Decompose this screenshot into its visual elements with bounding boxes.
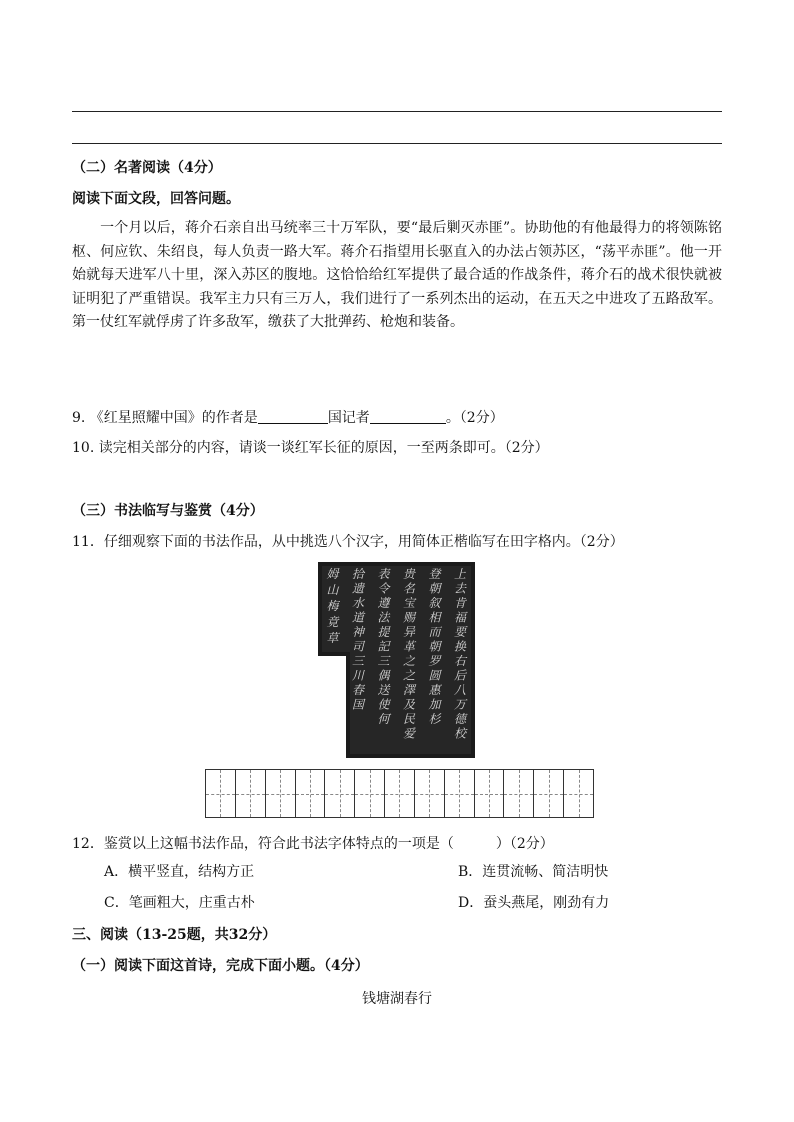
option-d[interactable]: D．蚕头燕尾，刚劲有力: [458, 895, 610, 911]
calligraphy-glyph: 竟: [326, 615, 339, 629]
tianzige-cell[interactable]: [266, 770, 296, 817]
calligraphy-glyph: 名: [402, 581, 416, 596]
calligraphy-glyph: 使: [377, 697, 390, 712]
calligraphy-glyph: 令: [377, 581, 390, 596]
calligraphy-glyph: 法: [377, 610, 390, 625]
calligraphy-image: [318, 562, 475, 758]
section-subheading-poem: （一）阅读下面这首诗，完成下面小题。（4分）: [72, 958, 369, 974]
calligraphy-glyph: 福: [453, 610, 467, 625]
calligraphy-glyph: 后: [453, 668, 467, 683]
tianzige-cell[interactable]: [534, 770, 564, 817]
answer-line-1: [72, 111, 722, 112]
calligraphy-glyph: 罗: [428, 654, 441, 668]
calligraphy-glyph: 之: [402, 668, 416, 683]
tianzige-cell[interactable]: [445, 770, 475, 817]
tianzige-cell[interactable]: [385, 770, 415, 817]
question-11: 11．仔细观察下面的书法作品，从中挑选八个汉字，用简体正楷临写在田字格内。（2分）: [72, 534, 624, 550]
tianzige-cell[interactable]: [564, 770, 594, 817]
calligraphy-glyph: 革: [402, 639, 416, 654]
answer-blank-author[interactable]: [258, 408, 328, 424]
calligraphy-glyph: 万: [453, 697, 467, 712]
option-b[interactable]: B．连贯流畅、简洁明快: [458, 864, 609, 880]
calligraphy-glyph: 换: [453, 639, 467, 654]
tianzige-cell[interactable]: [206, 770, 236, 817]
calligraphy-glyph: 德: [453, 712, 467, 726]
calligraphy-glyph: 肯: [453, 596, 467, 610]
calligraphy-glyph: 上: [453, 567, 467, 581]
calligraphy-glyph: 赐: [402, 610, 416, 625]
calligraphy-glyph: 春: [351, 683, 365, 697]
calligraphy-glyph: 去: [453, 581, 467, 596]
poem-title: 钱塘湖春行: [362, 991, 432, 1007]
option-a[interactable]: A．横平竖直，结构方正: [104, 864, 255, 880]
calligraphy-glyph: 記: [377, 639, 390, 654]
calligraphy-glyph: 司: [351, 639, 365, 654]
calligraphy-glyph: 朝: [428, 639, 441, 654]
calligraphy-glyph: 圆: [428, 668, 441, 683]
answer-line-2: [72, 143, 722, 144]
calligraphy-glyph: 梅: [326, 599, 339, 613]
reading-instruction: 阅读下面文段，回答问题。: [72, 191, 240, 207]
tianzige-cell[interactable]: [355, 770, 385, 817]
tianzige-cell[interactable]: [325, 770, 355, 817]
calligraphy-glyph: 叙: [428, 596, 441, 610]
calligraphy-glyph: 及: [402, 697, 416, 712]
calligraphy-glyph: 登: [428, 567, 441, 581]
calligraphy-glyph: 右: [453, 654, 467, 668]
calligraphy-glyph: 偶: [377, 668, 390, 683]
calligraphy-glyph: 三: [351, 654, 365, 668]
calligraphy-glyph: 道: [351, 610, 365, 625]
calligraphy-glyph: 国: [351, 697, 365, 712]
passage-text: 一个月以后，蒋介石亲自出马统率三十万军队，要“最后剿灭赤匪”。协助他的有他最得力的将领陈铭枢、何应钦、朱绍良，每人负责一路大军。蒋介石指望用长驱直入的办法占领苏区，“荡平赤匪”。他一开始就每天进军八十里，深入苏区的腹地。这恰恰给红军提供了最合适的作战条件，蒋介石的战术很快就被证明犯了严重错误。我军主力只有三万人，我们进行了一系列杰出的运动，在五天之中进攻了五路敌军。第一仗红军就俘虏了许多敌军，缴获了大批弹药、枪炮和装备。: [72, 220, 722, 330]
calligraphy-glyph: 送: [377, 683, 390, 697]
calligraphy-glyph: 杉: [428, 712, 441, 726]
tianzige-cell[interactable]: [296, 770, 326, 817]
calligraphy-glyph: 表: [377, 567, 390, 581]
calligraphy-glyph: 宝: [402, 596, 416, 610]
calligraphy-glyph: 草: [326, 631, 339, 645]
question-10: 10. 读完相关部分的内容，请谈一谈红军长征的原因，一至两条即可。（2分）: [72, 440, 549, 456]
calligraphy-glyph: 拾: [351, 567, 365, 581]
calligraphy-glyph: 水: [351, 596, 365, 610]
calligraphy-glyph: 惠: [428, 683, 441, 697]
answer-blank-nationality[interactable]: [370, 408, 446, 424]
calligraphy-glyph: 遗: [351, 581, 365, 596]
calligraphy-glyph: 要: [453, 625, 467, 639]
calligraphy-glyph: 加: [428, 697, 441, 712]
calligraphy-glyph: 遵: [377, 596, 390, 610]
question-12: 12．鉴赏以上这幅书法作品，符合此书法字体特点的一项是（ ）（2分）: [72, 836, 554, 852]
calligraphy-glyph: 川: [351, 668, 365, 683]
calligraphy-glyph: 朝: [428, 581, 441, 596]
tianzige-cell[interactable]: [415, 770, 445, 817]
calligraphy-glyph: 贵: [402, 567, 416, 581]
section-heading-shufa: （三）书法临写与鉴赏（4分）: [72, 503, 264, 519]
calligraphy-glyph: 异: [402, 625, 416, 639]
reading-passage: [72, 217, 722, 335]
calligraphy-glyph: 澤: [402, 683, 416, 697]
tianzige-cell[interactable]: [504, 770, 534, 817]
tianzige-cell[interactable]: [475, 770, 505, 817]
calligraphy-glyph: 之: [402, 654, 416, 668]
tianzige-cell[interactable]: [236, 770, 266, 817]
calligraphy-glyph: 八: [453, 683, 467, 697]
section-heading-yuedu: 三、阅读（13-25题，共32分）: [72, 927, 277, 943]
calligraphy-glyph: 而: [428, 625, 441, 639]
section-heading-mingzhu: （二）名著阅读（4分）: [72, 160, 222, 176]
calligraphy-glyph: 爱: [402, 726, 416, 741]
tianzige-grid[interactable]: [205, 769, 594, 818]
calligraphy-glyph: 提: [377, 625, 390, 639]
calligraphy-glyph: 校: [453, 726, 467, 741]
calligraphy-glyph: 姆: [326, 567, 339, 581]
option-c[interactable]: C．笔画粗大，庄重古朴: [104, 895, 255, 911]
calligraphy-glyph: 神: [351, 625, 365, 639]
calligraphy-glyph: 民: [402, 712, 416, 726]
calligraphy-glyph: 何: [377, 712, 390, 726]
calligraphy-glyph: 山: [326, 583, 339, 597]
question-9: 9. 《红星照耀中国》的作者是 国记者 。（2分）: [72, 410, 504, 426]
calligraphy-glyph: 相: [428, 610, 441, 625]
calligraphy-glyph: 三: [377, 654, 390, 668]
